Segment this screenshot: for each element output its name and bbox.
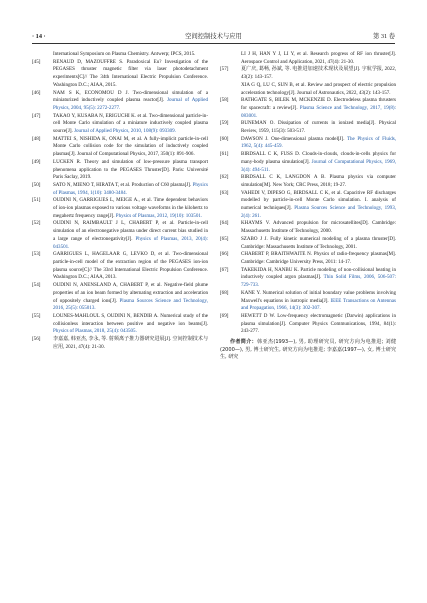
reference-journal-link[interactable]: Physics of Plasmas, 1994, 1(10): 3480-3484. [53, 181, 208, 196]
right-reference-list [220, 51, 396, 336]
reference-text: BATHGATE S, BILEK M, MCKENZIE D. Electrodeless plasma thrusters for spacecraft: a review[J]. [241, 97, 396, 111]
reference-entry [220, 251, 396, 266]
reference-number: [54] [32, 282, 41, 289]
reference-text: NAM S K, ECONOMOU D J. Two-dimensional simulation of a miniaturized inductively coupled plasma reactor[J]. [53, 89, 208, 104]
reference-text: VAHEDI V, DIPESO G, BIRDSALL C K, et al. Capacitive RF discharges modelled by particle-in-cell Monte Carlo simulation. I. analysis of numerical techniques[J]. [241, 189, 396, 212]
reference-entry [32, 51, 208, 59]
reference-text: MATTEI S, NISHIDA K, ONAI M, et al. A fully-implicit particle-in-cell Monte Carlo collision code for the simulation of inductively coupled plasmas[J]. Journal of Computational Physics, 2017, 350(1): 891-906. [53, 135, 208, 158]
reference-text: OUDINI N, ANENSLAND A, CHABERT P, et al. Negative-field plume properties of an ion beam formed by alternating extraction and acceleration of oppositely charged ions[J]. [53, 282, 208, 304]
reference-journal-link[interactable]: Plasma Science and Technology, 2017, 19(8): 083001. [241, 104, 397, 119]
reference-journal-link[interactable]: Physics of Plasmas, 2018, 25(4): 043505. [53, 328, 137, 335]
reference-journal-link[interactable]: Physics of Plasmas, 2013, 20(4): 043501. [53, 235, 208, 250]
reference-entry [220, 82, 396, 97]
reference-entry [32, 336, 208, 351]
page-header [32, 31, 395, 44]
reference-entry [220, 136, 396, 151]
reference-journal-link[interactable]: Journal of Applied Physics, 2010, 108(9): 093309. [74, 128, 176, 135]
reference-number: [68] [220, 289, 229, 296]
reference-entry [32, 197, 208, 220]
reference-journal-link[interactable]: The Physics of Fluids, 1962, 5(4): 445-459. [241, 135, 396, 150]
reference-text: TAKAO Y, KUSABA N, ERIGUCHI K. et al. Two-dimensional particle-in-cell Monte Carlo simulation of a miniature inductively coupled plasma source[J]. [53, 112, 208, 135]
reference-number: [56] [32, 336, 41, 343]
reference-number: [65] [220, 235, 229, 242]
reference-text: BIRDSALL C K, FUSS D. Clouds-in-clouds, clouds-in-cells physics for many-body plasma simulation[J]. [241, 151, 396, 165]
reference-text: BIRDSALL C K, LANGDON A B. Plasma physics via computer simulation[M]. New York; CRC Press, 2018; 19-27. [241, 174, 396, 188]
reference-number: [55] [32, 312, 41, 319]
reference-entry [220, 66, 396, 81]
reference-text: OUDINI N, RAIMBAULT J L, CHABERT P, et al. Particle-in-cell simulation of an electronegative plasma under direct current bias studied in a large range of electronegativity[J]. [53, 220, 208, 242]
journal-name: 空间控制技术与应用 [185, 33, 242, 40]
reference-entry [220, 267, 396, 290]
reference-text: LOUNES-MAHLOUL S, OUDINI N, BENDIB A. Numerical study of the collisionless interaction between positive and negative ion beams[J]. [53, 312, 208, 327]
reference-entry [220, 190, 396, 221]
reference-number: [58] [220, 97, 229, 104]
reference-journal-link[interactable]: Journal of Applied Physics, 2004, 95(5): 2272-2277. [53, 97, 208, 111]
reference-entry [220, 290, 396, 313]
reference-number: [59] [220, 120, 229, 127]
reference-number: [52] [32, 220, 41, 227]
reference-number: [45] [32, 58, 41, 65]
reference-entry [220, 236, 396, 251]
author-bio-text: 韩亚杰(1993—), 男, 助理研究员, 研究方向为电推进; 刘健(2000—), 男, 博士研究生, 研究方向为电推进; 李嘉嘉(1997—), 女, 博士研究生, 研究 [220, 339, 396, 361]
reference-number: [63] [220, 189, 229, 196]
reference-number: [50] [32, 181, 41, 188]
reference-entry [220, 51, 396, 66]
reference-number: [48] [32, 135, 41, 142]
reference-number: [66] [220, 251, 229, 258]
reference-number: [53] [32, 251, 41, 258]
reference-number: [67] [220, 266, 229, 273]
reference-text: KANE Y. Numerical solution of initial boundary value problems involving Maxwell's equations in isotropic media[J]. [241, 289, 396, 304]
reference-text: 李嘉嘉, 韩亚杰, 李永, 等. 射频离子推力器研究进展[J]. 空间控制技术与应用, 2021, 47(4): 21-30. [53, 336, 208, 350]
reference-entry [32, 182, 208, 197]
reference-text: TAKEKIDA H, NANBU K. Particle modeling of non-collisional heating in inductively coupled argon plasmas[J]. [241, 266, 396, 281]
reference-entry [32, 136, 208, 159]
reference-text: RENAUD D, MAZOUFFRE S. Paradoxical Eu? Investigation of the PEGASES thruster magnetic filter via laser photodetachment experiments[C]// The 34th International Electric Propulsion Conference. Washington D.C.; AIAA, 2015. [53, 58, 208, 88]
reference-text: KHAYMS V. Advanced propulsion for microsatellites[D]. Cambridge: Massachusetts Institute of Technology, 2000. [241, 220, 396, 235]
reference-entry [32, 313, 208, 336]
reference-number: [61] [220, 151, 229, 158]
reference-number: [49] [32, 158, 41, 165]
reference-text: 夏广庆, 葛畅, 孙斌, 等. 电推进加速技术现状及展望[J]. 宇航学报, 2022, 43(2): 143-157. [241, 66, 396, 81]
reference-entry [220, 174, 396, 189]
reference-number: [64] [220, 220, 229, 227]
reference-entry [32, 90, 208, 113]
reference-text: International Symposium on Plasma Chemistry. Antwerp; IPCS, 2015. [53, 51, 196, 57]
reference-text: GARRIGUES L, HAGELAAR G, LEVKO D, et al. Two-dimensional particle-in-cell model of the extraction region of the PEGASES ion-ion plasma source[C]// The 33rd International Electric Propulsion Conference. Washington D.C.; AIAA, 2013. [53, 251, 208, 281]
reference-number: [69] [220, 312, 229, 319]
reference-number: [46] [32, 89, 41, 96]
reference-journal-link[interactable]: Plasma Sources Science and Technology, 2016, 25(5): 055013. [53, 297, 208, 312]
author-bio [220, 339, 396, 362]
reference-number: [51] [32, 197, 41, 204]
reference-entry [32, 220, 208, 251]
right-column [220, 51, 396, 367]
reference-text: BUNEMAN O. Dissipation of currents in ionized media[J]. Physical Review, 1959, 115(3): 503-517. [241, 120, 396, 135]
reference-text: SZABO J J. Fully kinetic numerical modeling of a plasma thruster[D]. Cambridge: Massachusetts Institute of Technology, 2001. [241, 235, 396, 250]
reference-journal-link[interactable]: Thin Solid Films, 2006, 506-507: 729-733. [241, 274, 396, 289]
reference-text: DAWSON J. One-dimensional plasma model[J]. [241, 135, 347, 142]
reference-entry [220, 313, 396, 336]
volume-label: 第 31 卷 [372, 33, 395, 40]
reference-entry [32, 159, 208, 182]
reference-number: [57] [220, 66, 229, 73]
reference-journal-link[interactable]: Journal of Computational Physics, 1969, 3(4): 494-511. [241, 158, 396, 173]
reference-entry [32, 251, 208, 282]
reference-entry [220, 97, 396, 120]
reference-entry [32, 113, 208, 136]
author-bio-label: 作者简介： [230, 339, 258, 346]
reference-number: [60] [220, 135, 229, 142]
reference-text: XIA G Q, LU C, SUN B, et al. Review and prospect of electric propulsion acceleration technology[J]. Journal of Astronautics, 2022, 43(2): 143-157. [241, 81, 396, 96]
reference-text: OUDINI N, GARRIGUES L, MEIGE A., et al. Time dependent behaviors of ion-ion plasmas exposed to various voltage waveforms in the kilohertz to megahertz frequency range[J]. [53, 197, 208, 219]
reference-entry [220, 120, 396, 135]
reference-text: LUCKEN R. Theory and simulation of low-pressure plasma transport phenomena application to the PEGASES Thruster[D]. Paris: Université Paris Saclay, 2019. [53, 158, 208, 181]
reference-text: SATO N, MIENO T, HIRATA T, et al. Production of C60 plasma[J]. [53, 181, 193, 188]
reference-text: CHABERT P, BRAITHWAITE N. Physics of radio-frequency plasmas[M]. Cambridge: Cambridge University Press, 2011: 14-17. [241, 251, 396, 265]
reference-number: [62] [220, 174, 229, 181]
reference-text: LI J H, HAN Y J, LI Y, et al. Research progress of RF ion thruster[J]. Aerospace Control and Application, 2021, 47(4): 21-30. [241, 51, 396, 65]
reference-text: HEWETT D W. Low-frequency electromagnetic (Darwin) applications in plasma simulation[J]. Computer Physics Communications, 1994, 84(1): 243-277. [241, 312, 396, 335]
reference-journal-link[interactable]: Physics of Plasmas, 2012, 19(10): 103501. [115, 212, 203, 219]
reference-entry [32, 59, 208, 90]
reference-journal-link[interactable]: Plasma Sources Science and Technology, 1993, 2(4): 261. [241, 205, 396, 219]
reference-entry [32, 282, 208, 313]
left-column [32, 51, 208, 351]
reference-journal-link[interactable]: IEEE Transactions on Antennas and Propagation, 1966, 14(3): 302-307. [241, 297, 396, 312]
reference-entry [220, 220, 396, 235]
reference-entry [220, 151, 396, 174]
reference-number: [47] [32, 112, 41, 119]
page-number: · 14 · [32, 33, 46, 40]
